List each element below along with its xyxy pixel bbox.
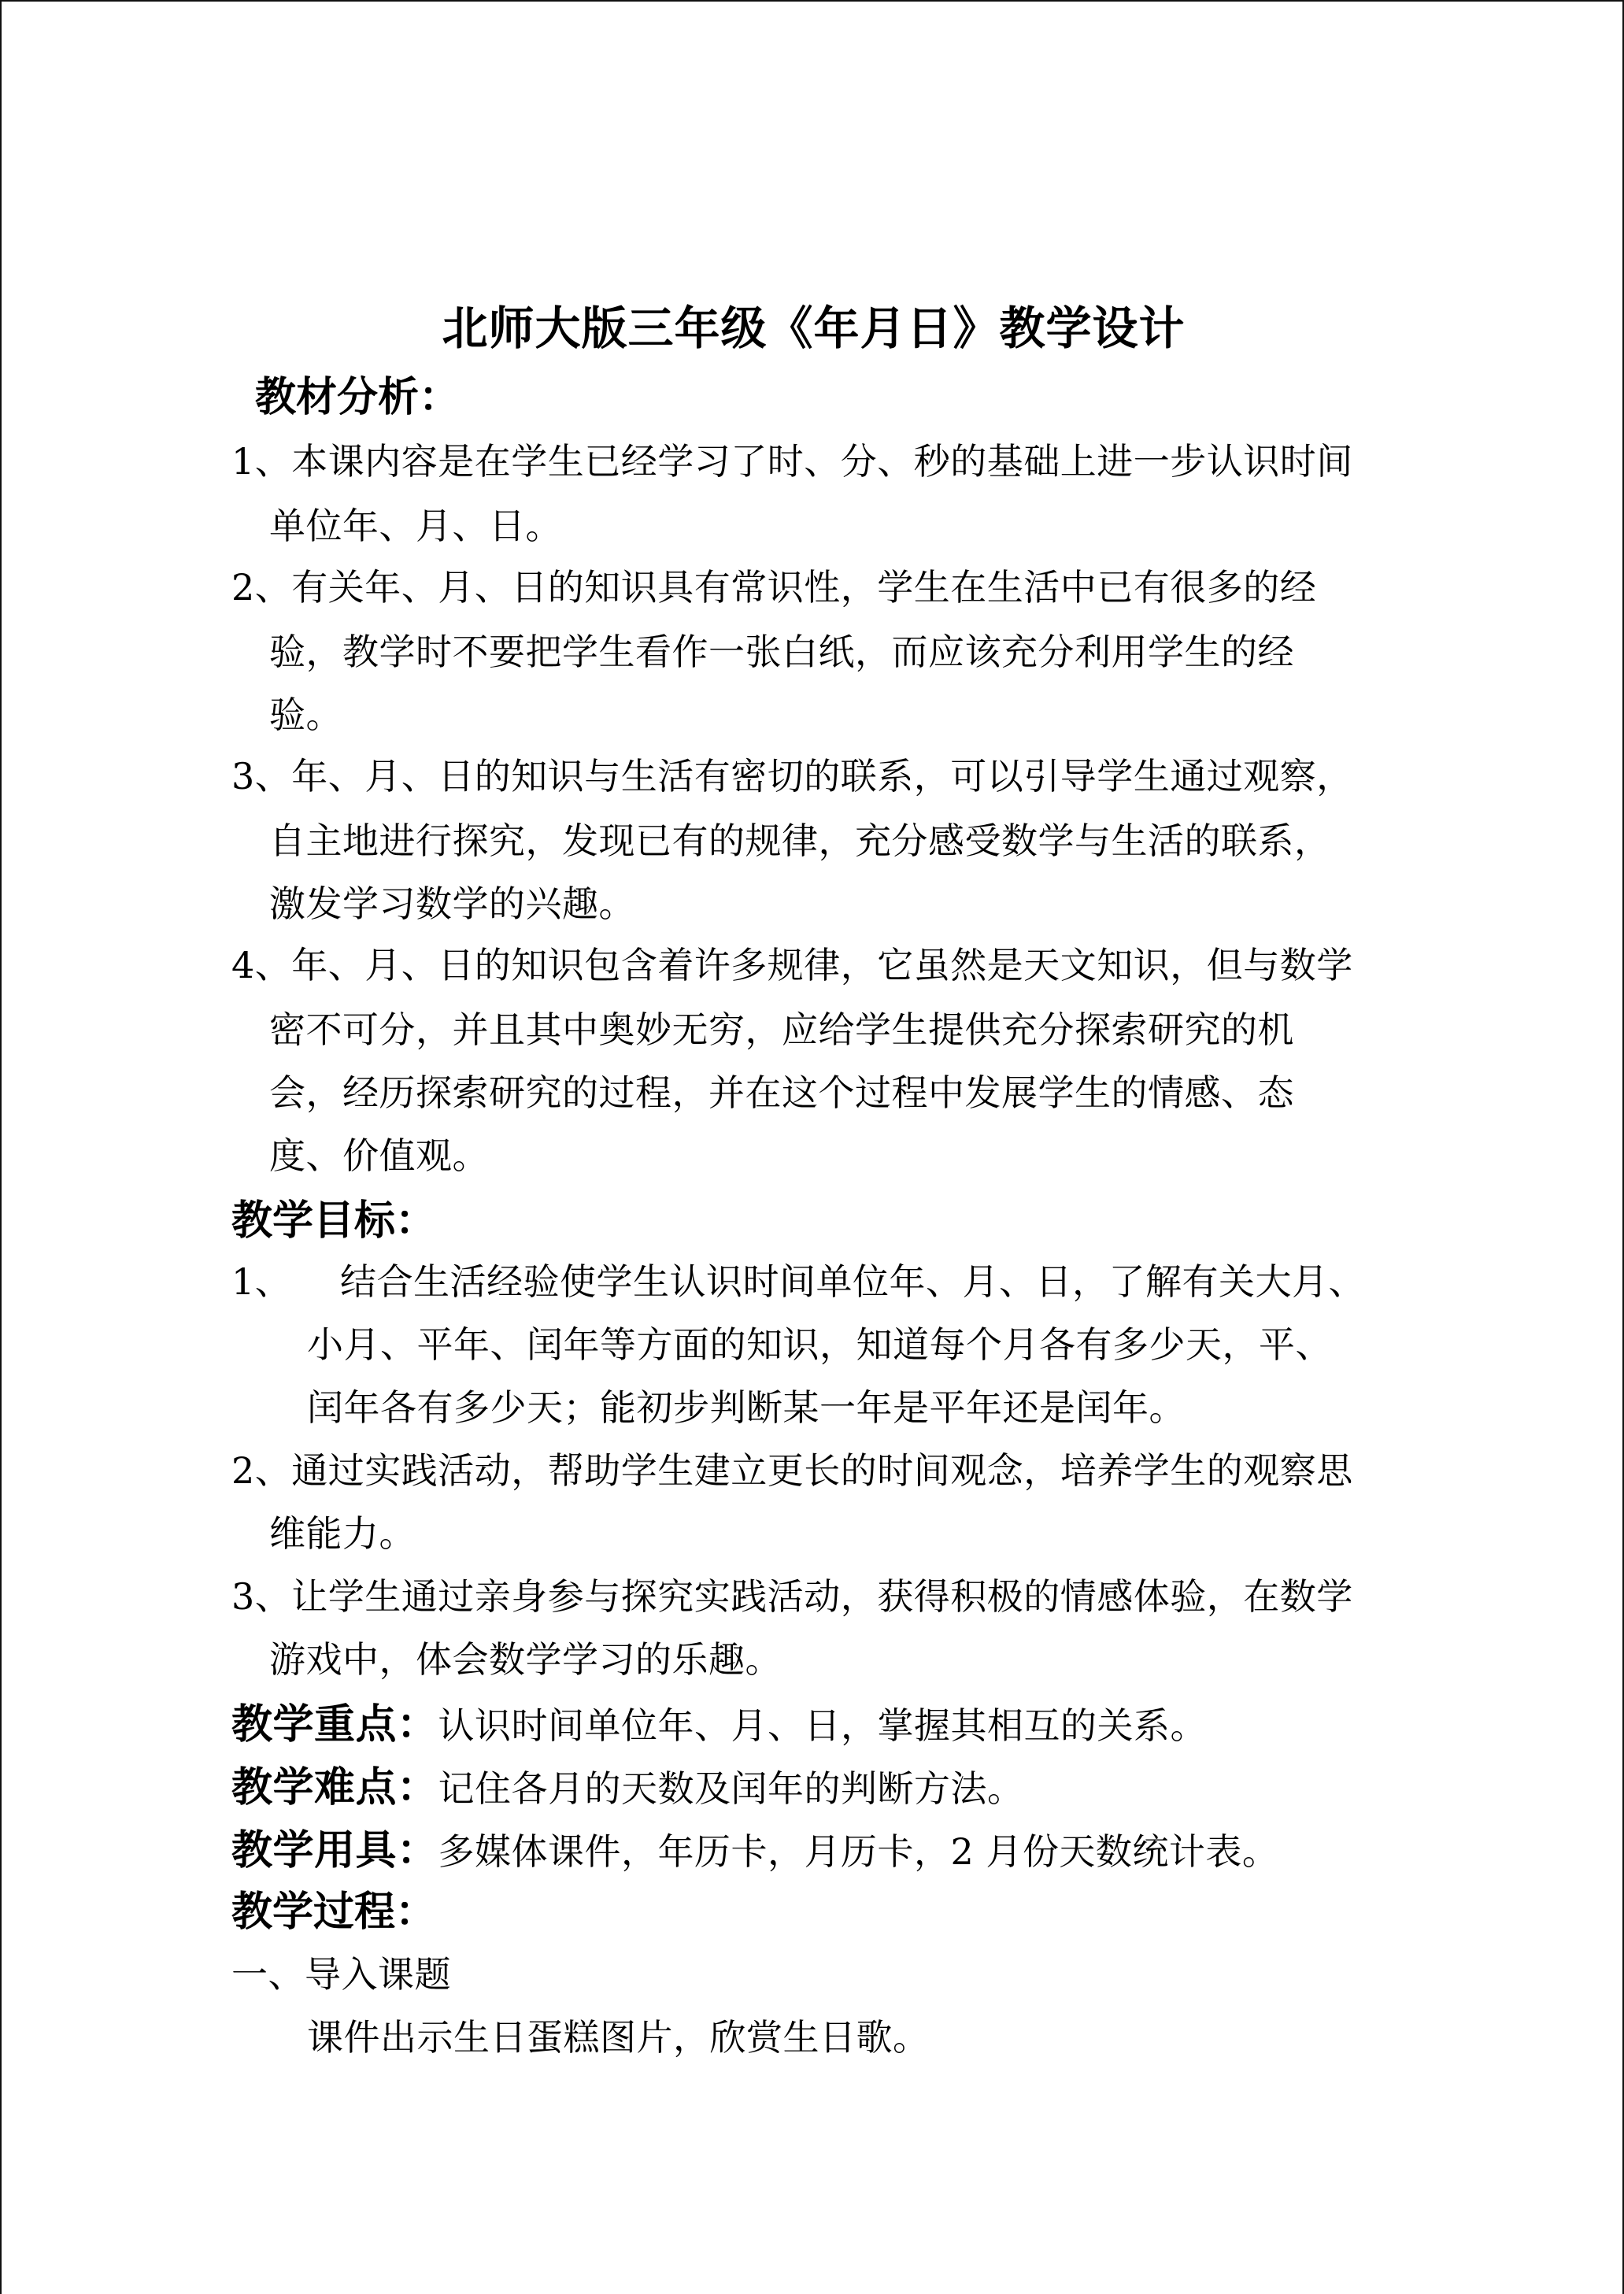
goals-item-1-num: 1、	[231, 1260, 292, 1303]
analysis-item-2-line-2: 验，教学时不要把学生看作一张白纸，而应该充分利用学生的经	[269, 631, 1294, 673]
key-point-row	[231, 1691, 1207, 1750]
goals-item-1-line-3: 闰年各有多少天；能初步判断某一年是平年还是闰年。	[307, 1386, 1186, 1429]
difficulty-label: 教学难点：	[231, 1763, 438, 1811]
list-text: 有关年、月、日的知识具有常识性，学生在生活中已有很多的经	[291, 566, 1317, 609]
analysis-item-1-line-1	[231, 433, 1353, 485]
goals-item-3-line-1	[231, 1568, 1353, 1620]
analysis-item-4-line-2: 密不可分，并且其中奥妙无穷，应给学生提供充分探索研究的机	[269, 1008, 1294, 1051]
tools-row	[231, 1817, 1278, 1876]
tools-label: 教学用具：	[231, 1826, 438, 1874]
key-point-text: 认识时间单位年、月、日，掌握其相互的关系。	[438, 1704, 1208, 1747]
list-text: 本课内容是在学生已经学习了时、分、秒的基础上进一步认识时间	[291, 440, 1353, 483]
analysis-heading: 教材分析：	[255, 373, 461, 421]
analysis-item-2-line-3: 验。	[269, 694, 342, 736]
process-section-1-title: 一、导入课题	[231, 1953, 451, 1996]
goals-item-3-line-2: 游戏中，体会数学学习的乐趣。	[269, 1638, 782, 1681]
list-number: 3、	[231, 1575, 292, 1618]
analysis-item-4-line-3: 会，经历探索研究的过程，并在这个过程中发展学生的情感、态	[269, 1071, 1294, 1114]
difficulty-row	[231, 1754, 1024, 1813]
goals-item-1-line-2: 小月、平年、闰年等方面的知识，知道每个月各有多少天，平、	[307, 1323, 1332, 1366]
analysis-item-2-line-1	[231, 559, 1316, 611]
list-number: 2、	[231, 566, 292, 609]
goals-item-2-line-2: 维能力。	[269, 1512, 416, 1555]
list-number: 4、	[231, 944, 292, 986]
key-point-label: 教学重点：	[231, 1700, 438, 1748]
list-text: 让学生通过亲身参与探究实践活动，获得积极的情感体验，在数学	[291, 1575, 1353, 1618]
analysis-item-1-line-2: 单位年、月、日。	[269, 505, 562, 547]
list-number: 3、	[231, 755, 292, 797]
goals-heading: 教学目标：	[231, 1197, 437, 1245]
goals-item-2-line-1	[231, 1442, 1353, 1494]
analysis-item-4-line-1	[231, 937, 1353, 989]
process-section-1-text: 课件出示生日蛋糕图片，欣赏生日歌。	[307, 2016, 930, 2059]
list-text: 年、月、日的知识包含着许多规律，它虽然是天文知识，但与数学	[291, 944, 1353, 986]
analysis-item-4-line-4: 度、价值观。	[269, 1134, 489, 1177]
list-text: 年、月、日的知识与生活有密切的联系，可以引导学生通过观察，	[291, 755, 1353, 797]
analysis-item-3-line-1	[231, 748, 1353, 800]
goals-item-1-line-1: 结合生活经验使学生认识时间单位年、月、日，了解有关大月、	[340, 1260, 1365, 1303]
document-title: 北师大版三年级《年月日》教学设计	[442, 302, 1186, 355]
process-heading: 教学过程：	[231, 1888, 437, 1936]
list-text: 通过实践活动，帮助学生建立更长的时间观念，培养学生的观察思	[291, 1449, 1353, 1492]
list-number: 2、	[231, 1449, 292, 1492]
analysis-item-3-line-3: 激发学习数学的兴趣。	[269, 882, 635, 925]
list-number: 1、	[231, 440, 292, 483]
analysis-item-3-line-2: 自主地进行探究，发现已有的规律，充分感受数学与生活的联系，	[269, 820, 1331, 862]
tools-text: 多媒体课件，年历卡，月历卡，2 月份天数统计表。	[438, 1830, 1279, 1873]
difficulty-text: 记住各月的天数及闰年的判断方法。	[438, 1767, 1024, 1810]
